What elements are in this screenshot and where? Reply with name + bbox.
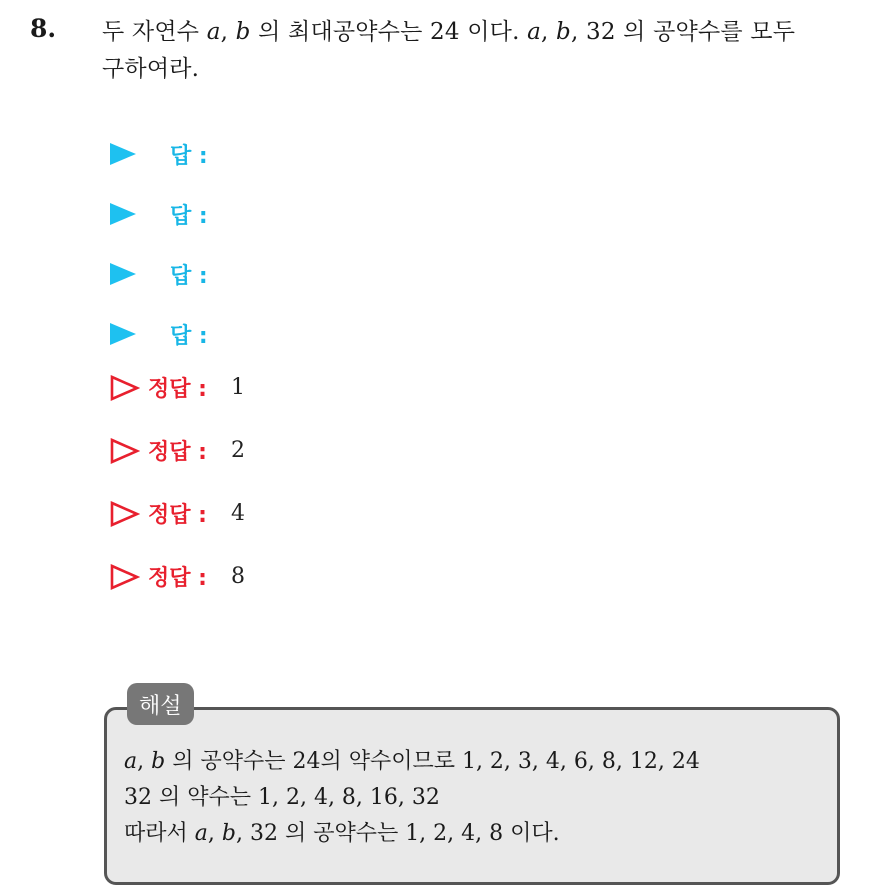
triangle-outline-icon (110, 501, 140, 527)
correct-answer-row (110, 482, 245, 545)
correct-answer-label: 정답 : (148, 566, 207, 591)
correct-answer-value: 1 (230, 375, 245, 400)
correct-answer-label: 정답 : (148, 503, 207, 528)
triangle-outline-icon (110, 375, 140, 401)
correct-answer-row (110, 356, 245, 419)
solution-tag: 해설 (127, 683, 194, 725)
correct-answer-label: 정답 : (148, 440, 207, 465)
var-b: b (556, 19, 571, 45)
answer-row[interactable] (110, 124, 208, 184)
solution-line-1: a, b 의 공약수는 24의 약수이므로 1, 2, 3, 4, 6, 8, 12, 24 (124, 749, 700, 774)
triangle-icon (110, 143, 136, 165)
correct-answer-list (110, 356, 245, 608)
correct-answer-row (110, 419, 245, 482)
correct-answer-value: 8 (230, 564, 245, 589)
answer-row[interactable] (110, 244, 208, 304)
triangle-outline-icon (110, 438, 140, 464)
answer-label: 답 : (170, 203, 208, 229)
question-number: 8. (30, 14, 57, 43)
triangle-icon (110, 323, 136, 345)
var-a: a (206, 19, 221, 45)
answer-row[interactable] (110, 184, 208, 244)
triangle-icon (110, 263, 136, 285)
answer-label: 답 : (170, 323, 208, 349)
answer-label: 답 : (170, 263, 208, 289)
solution-line-3: 따라서 a, b, 32 의 공약수는 1, 2, 4, 8 이다. (124, 821, 560, 846)
triangle-outline-icon (110, 564, 140, 590)
var-b: b (235, 19, 251, 45)
correct-answer-row (110, 545, 245, 608)
correct-answer-label: 정답 : (148, 377, 207, 402)
answer-row[interactable] (110, 304, 208, 364)
answer-label: 답 : (170, 143, 208, 169)
question-text: 두 자연수 a, b 의 최대공약수는 24 이다. a, b, 32 의 공약수를 모두 구하여라. (102, 19, 796, 82)
answer-list (110, 124, 208, 364)
correct-answer-value: 2 (230, 438, 245, 463)
var-a: a (527, 19, 542, 45)
solution-text (124, 744, 824, 852)
solution-line-2: 32 의 약수는 1, 2, 4, 8, 16, 32 (124, 785, 440, 810)
correct-answer-value: 4 (230, 501, 245, 526)
triangle-icon (110, 203, 136, 225)
